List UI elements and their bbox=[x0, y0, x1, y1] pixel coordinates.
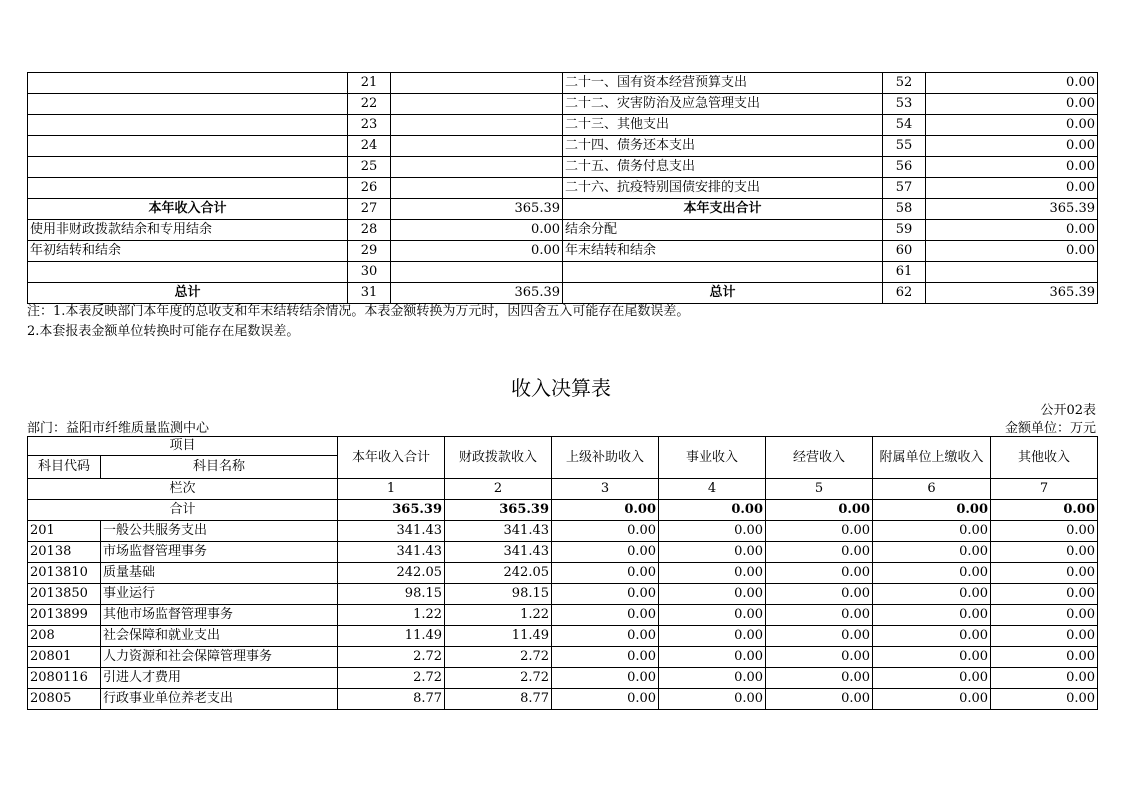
amount-cell: 341.43 bbox=[338, 521, 445, 542]
left-line-no: 28 bbox=[348, 220, 391, 241]
right-label: 二十二、灾害防治及应急管理支出 bbox=[563, 94, 883, 115]
revenue-expenditure-body bbox=[28, 73, 1098, 304]
amount-cell: 0.00 bbox=[552, 521, 659, 542]
total-row bbox=[28, 500, 1098, 521]
amount-cell: 0.00 bbox=[659, 542, 766, 563]
total-value: 0.00 bbox=[659, 500, 766, 521]
col-number: 5 bbox=[766, 479, 873, 500]
amount-cell: 341.43 bbox=[445, 521, 552, 542]
amount-cell: 8.77 bbox=[445, 689, 552, 710]
subject-name: 行政事业单位养老支出 bbox=[101, 689, 338, 710]
amount-cell: 0.00 bbox=[766, 584, 873, 605]
right-line-no: 53 bbox=[883, 94, 926, 115]
revenue-expenditure-table bbox=[27, 72, 1098, 304]
total-value: 0.00 bbox=[873, 500, 991, 521]
total-value: 365.39 bbox=[338, 500, 445, 521]
amount-cell: 0.00 bbox=[873, 647, 991, 668]
col-number: 2 bbox=[445, 479, 552, 500]
amount-cell: 0.00 bbox=[766, 605, 873, 626]
note-line-1: 注：1.本表反映部门本年度的总收支和年末结转结余情况。本表金额转换为万元时，因四舍五入可能存在尾数误差。 bbox=[27, 304, 690, 319]
left-label: 本年收入合计 bbox=[28, 199, 348, 220]
left-label bbox=[28, 262, 348, 283]
table-row bbox=[28, 220, 1098, 241]
amount-cell: 0.00 bbox=[991, 689, 1098, 710]
col-number: 1 bbox=[338, 479, 445, 500]
right-line-no: 54 bbox=[883, 115, 926, 136]
left-amount bbox=[391, 157, 563, 178]
amount-cell: 1.22 bbox=[338, 605, 445, 626]
amount-cell: 0.00 bbox=[873, 521, 991, 542]
amount-cell: 8.77 bbox=[338, 689, 445, 710]
right-label: 总计 bbox=[563, 283, 883, 304]
total-value: 0.00 bbox=[552, 500, 659, 521]
left-label bbox=[28, 94, 348, 115]
table-row bbox=[28, 199, 1098, 220]
left-line-no: 21 bbox=[348, 73, 391, 94]
table-number: 公开02表 bbox=[1040, 403, 1096, 418]
right-line-no: 52 bbox=[883, 73, 926, 94]
table-row bbox=[28, 647, 1098, 668]
right-line-no: 57 bbox=[883, 178, 926, 199]
right-amount: 0.00 bbox=[926, 220, 1098, 241]
table-row bbox=[28, 563, 1098, 584]
amount-cell: 0.00 bbox=[991, 563, 1098, 584]
left-line-no: 22 bbox=[348, 94, 391, 115]
income-table bbox=[27, 436, 1098, 710]
left-label bbox=[28, 136, 348, 157]
amount-cell: 242.05 bbox=[338, 563, 445, 584]
table-row bbox=[28, 605, 1098, 626]
subject-code: 201 bbox=[28, 521, 101, 542]
right-amount: 0.00 bbox=[926, 178, 1098, 199]
amount-cell: 2.72 bbox=[445, 647, 552, 668]
left-label: 总计 bbox=[28, 283, 348, 304]
amount-cell: 0.00 bbox=[659, 668, 766, 689]
amount-cell: 1.22 bbox=[445, 605, 552, 626]
right-line-no: 61 bbox=[883, 262, 926, 283]
col-header-7: 其他收入 bbox=[991, 437, 1098, 479]
amount-cell: 11.49 bbox=[445, 626, 552, 647]
amount-cell: 2.72 bbox=[338, 647, 445, 668]
right-amount: 365.39 bbox=[926, 199, 1098, 220]
subject-name: 其他市场监督管理事务 bbox=[101, 605, 338, 626]
subject-name: 质量基础 bbox=[101, 563, 338, 584]
left-amount bbox=[391, 94, 563, 115]
right-amount: 365.39 bbox=[926, 283, 1098, 304]
right-amount: 0.00 bbox=[926, 136, 1098, 157]
col-header-2: 财政拨款收入 bbox=[445, 437, 552, 479]
amount-cell: 98.15 bbox=[338, 584, 445, 605]
left-line-no: 24 bbox=[348, 136, 391, 157]
right-label: 二十三、其他支出 bbox=[563, 115, 883, 136]
amount-cell: 341.43 bbox=[338, 542, 445, 563]
col-header-3: 上级补助收入 bbox=[552, 437, 659, 479]
amount-cell: 0.00 bbox=[991, 647, 1098, 668]
table-row bbox=[28, 626, 1098, 647]
amount-cell: 0.00 bbox=[873, 584, 991, 605]
total-value: 0.00 bbox=[766, 500, 873, 521]
subject-code: 2013810 bbox=[28, 563, 101, 584]
amount-cell: 0.00 bbox=[552, 626, 659, 647]
amount-cell: 0.00 bbox=[552, 647, 659, 668]
page-title: 收入决算表 bbox=[511, 376, 611, 400]
col-number: 7 bbox=[991, 479, 1098, 500]
subject-name: 一般公共服务支出 bbox=[101, 521, 338, 542]
left-amount: 0.00 bbox=[391, 241, 563, 262]
amount-cell: 0.00 bbox=[873, 689, 991, 710]
income-table-body bbox=[28, 437, 1098, 710]
left-line-no: 29 bbox=[348, 241, 391, 262]
right-amount: 0.00 bbox=[926, 73, 1098, 94]
table-row bbox=[28, 262, 1098, 283]
department-label: 部门：益阳市纤维质量监测中心 bbox=[27, 421, 210, 436]
right-label: 二十六、抗疫特别国债安排的支出 bbox=[563, 178, 883, 199]
amount-cell: 0.00 bbox=[991, 584, 1098, 605]
column-number-row bbox=[28, 479, 1098, 500]
col-header-5: 经营收入 bbox=[766, 437, 873, 479]
total-value: 0.00 bbox=[991, 500, 1098, 521]
amount-cell: 2.72 bbox=[338, 668, 445, 689]
subject-name: 市场监督管理事务 bbox=[101, 542, 338, 563]
right-line-no: 59 bbox=[883, 220, 926, 241]
left-amount: 0.00 bbox=[391, 220, 563, 241]
subject-code: 20801 bbox=[28, 647, 101, 668]
lanci-label: 栏次 bbox=[28, 479, 338, 500]
right-line-no: 58 bbox=[883, 199, 926, 220]
right-line-no: 62 bbox=[883, 283, 926, 304]
amount-cell: 0.00 bbox=[991, 605, 1098, 626]
left-label bbox=[28, 73, 348, 94]
left-line-no: 27 bbox=[348, 199, 391, 220]
amount-cell: 0.00 bbox=[659, 605, 766, 626]
total-value: 365.39 bbox=[445, 500, 552, 521]
right-label: 二十四、债务还本支出 bbox=[563, 136, 883, 157]
right-amount: 0.00 bbox=[926, 241, 1098, 262]
amount-cell: 0.00 bbox=[991, 542, 1098, 563]
amount-cell: 0.00 bbox=[766, 668, 873, 689]
subject-code: 2013899 bbox=[28, 605, 101, 626]
amount-cell: 0.00 bbox=[766, 521, 873, 542]
amount-cell: 0.00 bbox=[766, 563, 873, 584]
amount-cell: 0.00 bbox=[873, 563, 991, 584]
amount-cell: 0.00 bbox=[991, 521, 1098, 542]
table-row bbox=[28, 115, 1098, 136]
total-label: 合计 bbox=[28, 500, 338, 521]
amount-cell: 0.00 bbox=[873, 542, 991, 563]
col-number: 3 bbox=[552, 479, 659, 500]
amount-cell: 11.49 bbox=[338, 626, 445, 647]
left-label bbox=[28, 157, 348, 178]
notes bbox=[27, 302, 689, 342]
table-row bbox=[28, 136, 1098, 157]
amount-cell: 2.72 bbox=[445, 668, 552, 689]
amount-cell: 341.43 bbox=[445, 542, 552, 563]
subject-code: 20805 bbox=[28, 689, 101, 710]
amount-cell: 0.00 bbox=[552, 563, 659, 584]
amount-cell: 0.00 bbox=[659, 626, 766, 647]
subject-code: 208 bbox=[28, 626, 101, 647]
subject-code: 20138 bbox=[28, 542, 101, 563]
subject-code: 2080116 bbox=[28, 668, 101, 689]
left-amount bbox=[391, 115, 563, 136]
table-row bbox=[28, 73, 1098, 94]
header-name: 科目名称 bbox=[101, 456, 338, 479]
amount-cell: 0.00 bbox=[552, 542, 659, 563]
amount-cell: 0.00 bbox=[552, 668, 659, 689]
right-line-no: 55 bbox=[883, 136, 926, 157]
left-line-no: 26 bbox=[348, 178, 391, 199]
amount-cell: 0.00 bbox=[552, 689, 659, 710]
left-line-no: 31 bbox=[348, 283, 391, 304]
amount-cell: 0.00 bbox=[659, 584, 766, 605]
table-row bbox=[28, 584, 1098, 605]
table-row bbox=[28, 178, 1098, 199]
left-amount bbox=[391, 136, 563, 157]
amount-cell: 0.00 bbox=[552, 605, 659, 626]
table-row bbox=[28, 94, 1098, 115]
unit-label: 金额单位：万元 bbox=[1004, 421, 1096, 436]
subject-name: 社会保障和就业支出 bbox=[101, 626, 338, 647]
right-label: 二十五、债务付息支出 bbox=[563, 157, 883, 178]
left-label bbox=[28, 115, 348, 136]
col-header-6: 附属单位上缴收入 bbox=[873, 437, 991, 479]
amount-cell: 0.00 bbox=[873, 626, 991, 647]
left-amount bbox=[391, 262, 563, 283]
right-label: 年末结转和结余 bbox=[563, 241, 883, 262]
left-amount: 365.39 bbox=[391, 199, 563, 220]
left-label: 年初结转和结余 bbox=[28, 241, 348, 262]
right-amount: 0.00 bbox=[926, 157, 1098, 178]
table-row bbox=[28, 689, 1098, 710]
left-amount bbox=[391, 73, 563, 94]
table-row bbox=[28, 542, 1098, 563]
amount-cell: 0.00 bbox=[659, 689, 766, 710]
col-number: 4 bbox=[659, 479, 766, 500]
subject-name: 事业运行 bbox=[101, 584, 338, 605]
left-label: 使用非财政拨款结余和专用结余 bbox=[28, 220, 348, 241]
table-row bbox=[28, 283, 1098, 304]
subject-name: 引进人才费用 bbox=[101, 668, 338, 689]
amount-cell: 0.00 bbox=[991, 626, 1098, 647]
right-amount bbox=[926, 262, 1098, 283]
table-row bbox=[28, 157, 1098, 178]
right-amount: 0.00 bbox=[926, 94, 1098, 115]
right-amount: 0.00 bbox=[926, 115, 1098, 136]
amount-cell: 0.00 bbox=[659, 563, 766, 584]
right-label bbox=[563, 262, 883, 283]
subject-code: 2013850 bbox=[28, 584, 101, 605]
left-line-no: 25 bbox=[348, 157, 391, 178]
col-number: 6 bbox=[873, 479, 991, 500]
table-row bbox=[28, 241, 1098, 262]
amount-cell: 0.00 bbox=[659, 521, 766, 542]
right-line-no: 56 bbox=[883, 157, 926, 178]
note-line-2: 2.本套报表金额单位转换时可能存在尾数误差。 bbox=[27, 324, 300, 339]
col-header-1: 本年收入合计 bbox=[338, 437, 445, 479]
amount-cell: 0.00 bbox=[766, 647, 873, 668]
subject-name: 人力资源和社会保障管理事务 bbox=[101, 647, 338, 668]
amount-cell: 0.00 bbox=[766, 689, 873, 710]
header-row-1 bbox=[28, 437, 1098, 456]
left-line-no: 30 bbox=[348, 262, 391, 283]
left-label bbox=[28, 178, 348, 199]
left-amount: 365.39 bbox=[391, 283, 563, 304]
amount-cell: 98.15 bbox=[445, 584, 552, 605]
amount-cell: 0.00 bbox=[873, 668, 991, 689]
amount-cell: 0.00 bbox=[659, 647, 766, 668]
left-amount bbox=[391, 178, 563, 199]
amount-cell: 0.00 bbox=[873, 605, 991, 626]
amount-cell: 242.05 bbox=[445, 563, 552, 584]
header-code: 科目代码 bbox=[28, 456, 101, 479]
right-label: 本年支出合计 bbox=[563, 199, 883, 220]
amount-cell: 0.00 bbox=[552, 584, 659, 605]
amount-cell: 0.00 bbox=[766, 542, 873, 563]
right-line-no: 60 bbox=[883, 241, 926, 262]
amount-cell: 0.00 bbox=[766, 626, 873, 647]
table-row bbox=[28, 668, 1098, 689]
right-label: 结余分配 bbox=[563, 220, 883, 241]
amount-cell: 0.00 bbox=[991, 668, 1098, 689]
table-row bbox=[28, 521, 1098, 542]
right-label: 二十一、国有资本经营预算支出 bbox=[563, 73, 883, 94]
header-item: 项目 bbox=[28, 437, 338, 456]
col-header-4: 事业收入 bbox=[659, 437, 766, 479]
left-line-no: 23 bbox=[348, 115, 391, 136]
